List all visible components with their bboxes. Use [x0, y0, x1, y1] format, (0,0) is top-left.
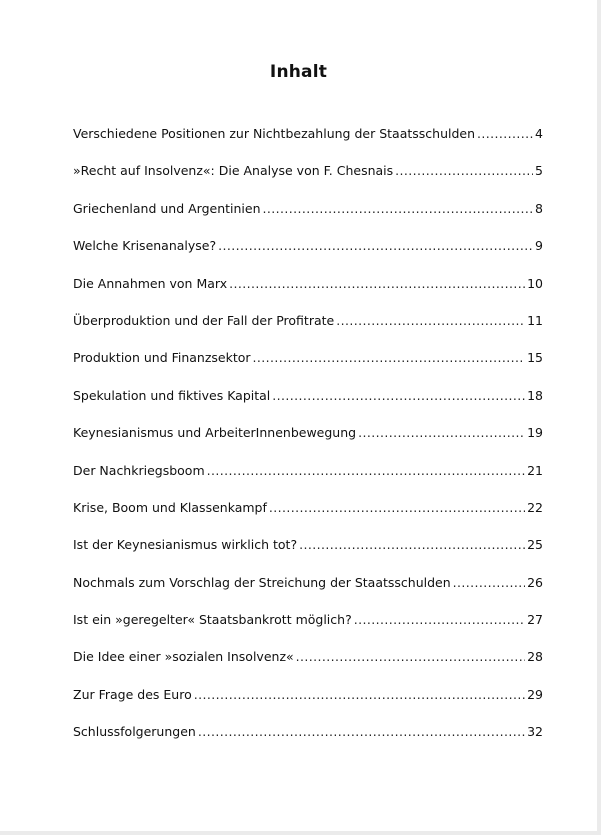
toc-entry-title: Die Annahmen von Marx	[73, 275, 228, 291]
dot-leader	[354, 612, 525, 627]
toc-entry	[73, 201, 543, 238]
toc-entry	[73, 575, 543, 612]
toc-entry-title: Welche Krisenanalyse?	[73, 238, 217, 254]
page-title: Inhalt	[269, 62, 328, 82]
dot-leader	[336, 313, 525, 328]
dot-leader	[296, 649, 525, 664]
dot-leader	[194, 687, 525, 702]
dot-leader	[395, 163, 533, 178]
toc-entry	[73, 163, 543, 200]
toc-entry-title: Produktion und Finanzsektor	[73, 350, 251, 366]
toc-entry-page-number: 22	[527, 499, 543, 515]
toc-entry-page-number: 29	[527, 686, 543, 702]
toc-entry-title: Überproduktion und der Fall der Profitrate	[73, 312, 335, 328]
toc-entry-page-number: 26	[527, 574, 543, 590]
toc-entry	[73, 649, 543, 686]
dot-leader	[477, 126, 533, 141]
toc-entry	[73, 500, 543, 537]
toc-entry	[73, 126, 543, 163]
toc-entry-page-number: 32	[527, 724, 543, 740]
dot-leader	[229, 276, 525, 291]
toc-entry-page-number: 11	[527, 312, 543, 328]
toc-entry-page-number: 9	[535, 238, 543, 254]
toc-entry	[73, 463, 543, 500]
toc-entry-page-number: 25	[527, 537, 543, 553]
toc-entry-title: Schlussfolgerungen	[73, 724, 196, 740]
toc-entry-title: Verschiedene Positionen zur Nichtbezahlung der Staatsschulden	[73, 126, 476, 141]
toc-entry-page-number: 15	[527, 350, 543, 366]
dot-leader	[198, 724, 525, 739]
toc-entry-title: Spekulation und fiktives Kapital	[73, 387, 271, 403]
toc-entry-page-number: 27	[527, 612, 543, 628]
toc-entry-title: »Recht auf Insolvenz«: Die Analyse von F. Chesnais	[73, 163, 394, 179]
table-of-contents	[73, 126, 543, 762]
toc-entry-page-number: 10	[527, 275, 543, 291]
dot-leader	[218, 238, 533, 253]
dot-leader	[358, 425, 525, 440]
toc-entry-title: Zur Frage des Euro	[73, 686, 192, 702]
toc-entry-page-number: 4	[535, 126, 543, 141]
toc-entry-title: Keynesianismus und ArbeiterInnenbewegung	[73, 425, 357, 441]
dot-leader	[272, 388, 525, 403]
dot-leader	[207, 463, 525, 478]
toc-entry	[73, 388, 543, 425]
dot-leader	[453, 575, 525, 590]
toc-entry-title: Krise, Boom und Klassenkampf	[73, 499, 267, 515]
dot-leader	[253, 350, 526, 365]
toc-entry	[73, 724, 543, 761]
toc-entry	[73, 276, 543, 313]
toc-entry-page-number: 21	[527, 462, 543, 478]
toc-entry	[73, 537, 543, 574]
toc-entry-page-number: 5	[535, 163, 543, 179]
toc-entry-title: Griechenland und Argentinien	[73, 200, 261, 216]
dot-leader	[263, 201, 534, 216]
toc-entry-page-number: 28	[527, 649, 543, 665]
toc-entry-page-number: 19	[527, 425, 543, 441]
toc-entry	[73, 313, 543, 350]
toc-entry-page-number: 18	[527, 387, 543, 403]
dot-leader	[299, 537, 525, 552]
toc-entry-page-number: 8	[535, 200, 543, 216]
toc-entry-title: Ist der Keynesianismus wirklich tot?	[73, 537, 298, 553]
toc-entry	[73, 425, 543, 462]
toc-entry-title: Der Nachkriegsboom	[73, 462, 205, 478]
toc-entry	[73, 350, 543, 387]
dot-leader	[269, 500, 525, 515]
toc-entry-title: Ist ein »geregelter« Staatsbankrott möglich?	[73, 612, 352, 628]
toc-entry-title: Nochmals zum Vorschlag der Streichung der Staatsschulden	[73, 574, 451, 590]
toc-entry-title: Die Idee einer »sozialen Insolvenz«	[73, 649, 294, 665]
toc-entry	[73, 238, 543, 275]
toc-entry	[73, 612, 543, 649]
toc-entry	[73, 687, 543, 724]
